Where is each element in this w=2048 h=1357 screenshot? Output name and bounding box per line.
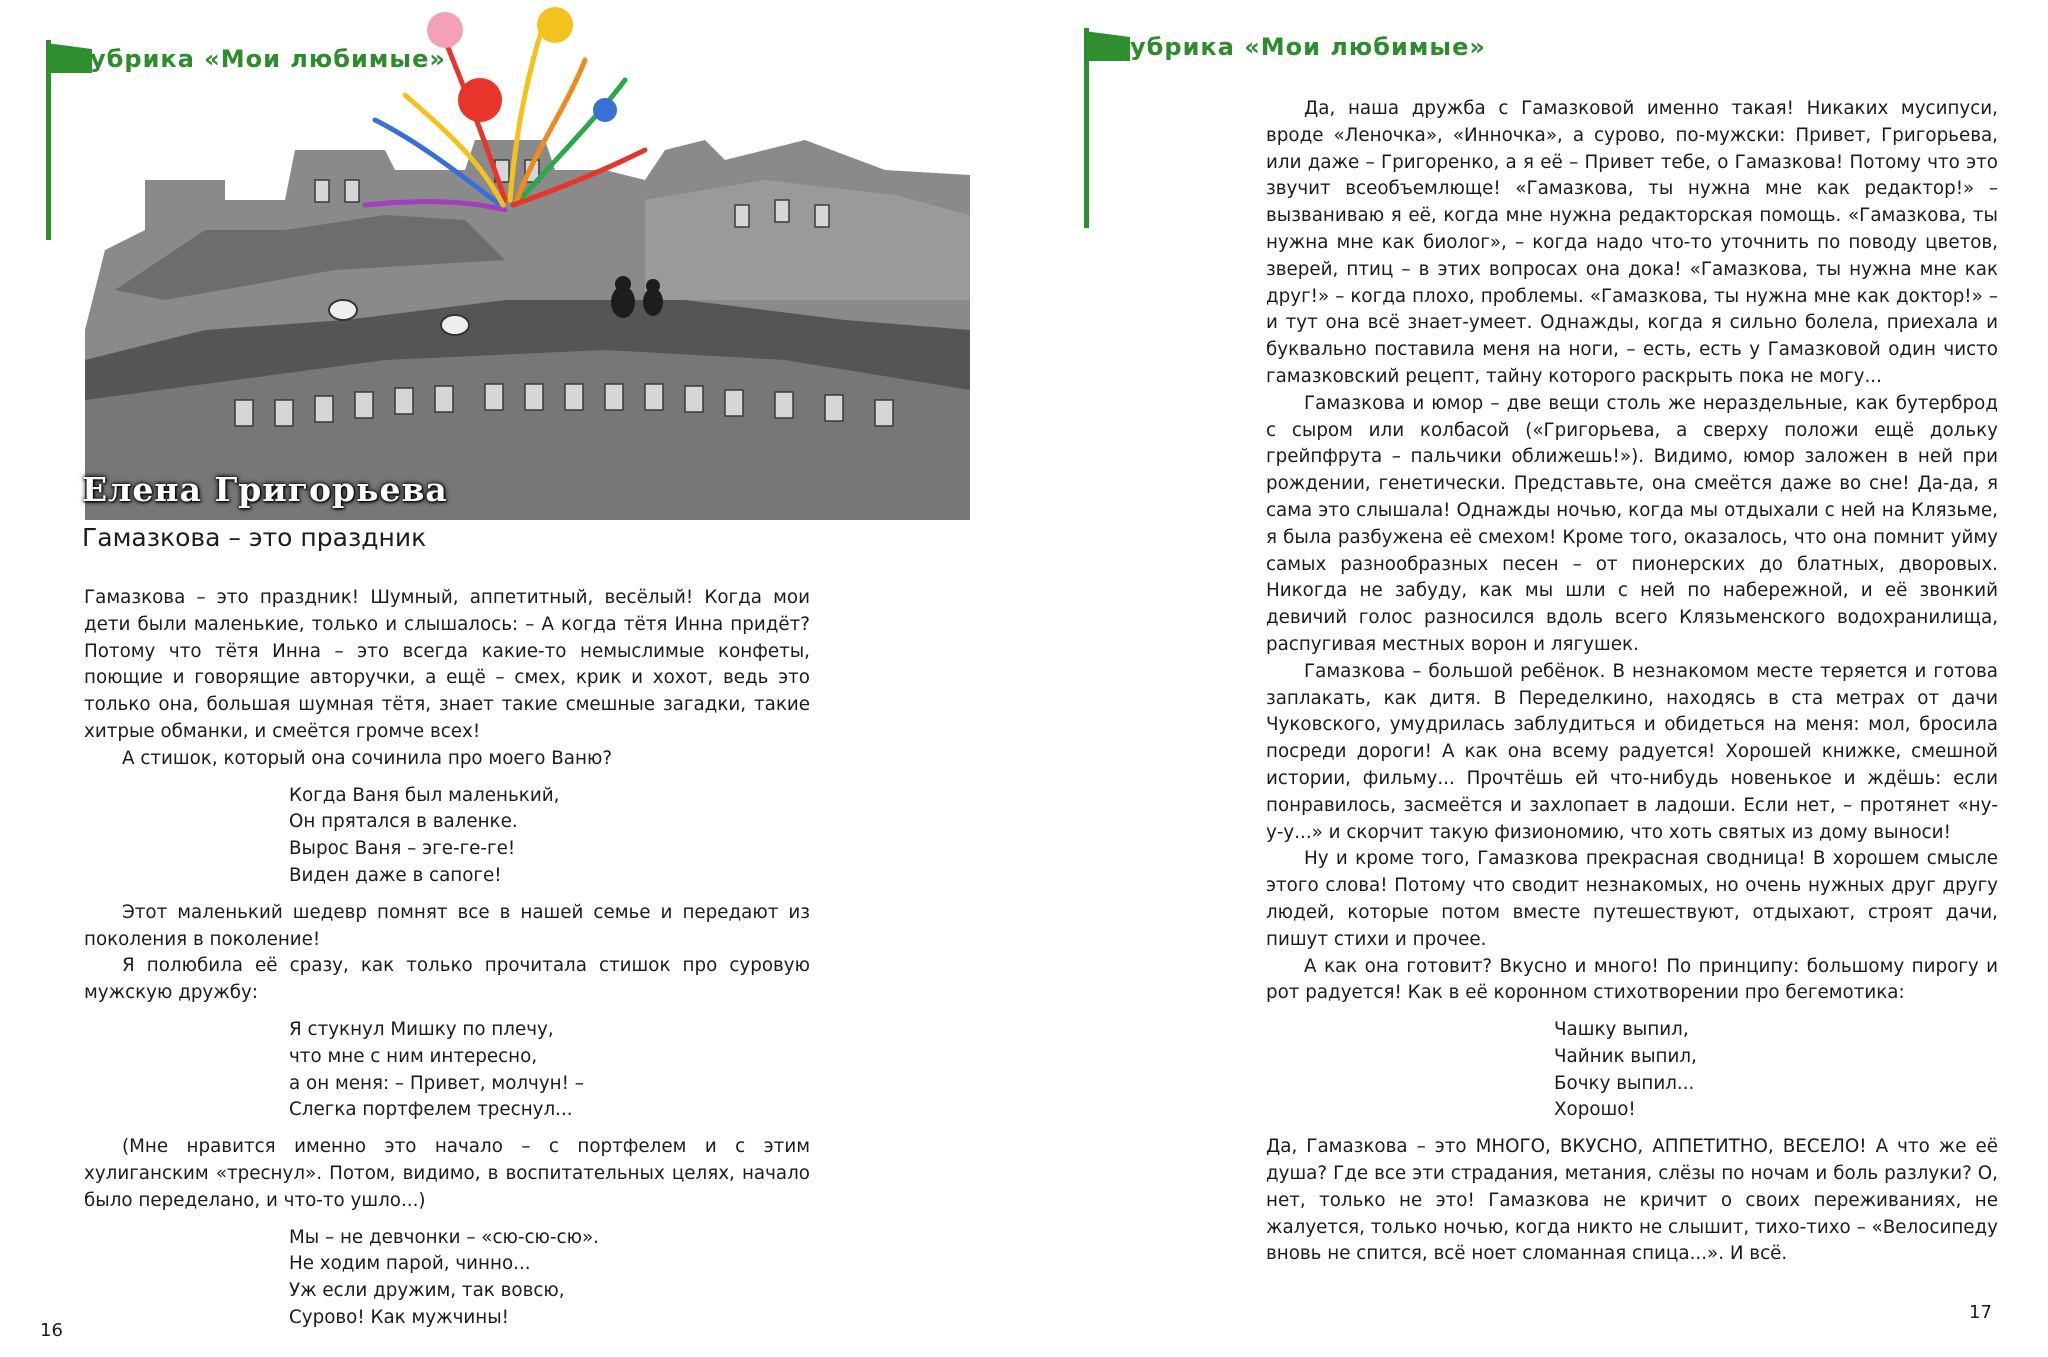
verse-line: что мне с ним интересно, bbox=[289, 1045, 538, 1067]
verse-line: Я стукнул Мишку по плечу, bbox=[289, 1018, 554, 1040]
rubric-title: убрика «Мои любимые» bbox=[90, 45, 446, 73]
verse-line: Уж если дружим, так вовсю, bbox=[289, 1280, 565, 1302]
paragraph: А стишок, который она сочинила про моего Ваню? bbox=[122, 747, 613, 769]
paragraph: А как она готовит? Вкусно и много! По принципу: большому пирогу и рот радуется! Как в её коронном стихотворении про бегемотика: bbox=[1266, 955, 1998, 1004]
page-number: 17 bbox=[1969, 1302, 1992, 1323]
verse-line: Сурово! Как мужчины! bbox=[289, 1306, 509, 1328]
poem-hippo bbox=[1554, 1017, 1998, 1124]
verse-line: а он меня: – Привет, молчун! – bbox=[289, 1072, 584, 1094]
poem-friendship bbox=[289, 1225, 810, 1332]
verse-line: Хорошо! bbox=[1554, 1099, 1636, 1121]
verse-line: Когда Ваня был маленький, bbox=[289, 784, 560, 806]
verse-line: Чашку выпил, bbox=[1554, 1019, 1689, 1041]
right-page bbox=[1024, 0, 2048, 1357]
rooftops-illustration bbox=[85, 0, 970, 520]
poem-mishka bbox=[289, 1017, 810, 1124]
paragraph: Да, наша дружба с Гамазковой именно такая! Никаких мусипуси, вроде «Леночка», «Инночка», а сурово, по-мужски: Привет, Григорьева, или даже – Григоренко, а я её – Привет тебе, о Гамазкова! Потому что это звучит всеобъемлюще! «Гамазкова, ты нужна мне как редактор!» – вызваниваю я её, когда мне нужна редакторская помощь. «Гамазкова, ты нужна мне как биолог», – когда надо что-то уточнить по поводу цветов, зверей, птиц – в этих вопросах она дока! «Гамазкова, ты нужна мне как друг!» – когда плохо, проблемы. «Гамазкова, ты нужна мне как доктор!» – и тут она всё знает-умеет. Однажды, когда я сильно болела, приехала и буквально поставила меня на ноги, – есть, есть у Гамазковой один чисто гамазковский рецепт, тайну которого раскрыть пока не могу... bbox=[1266, 98, 1998, 387]
page-number: 16 bbox=[40, 1320, 63, 1341]
paragraph: Этот маленький шедевр помнят все в нашей семье и передают из поколения в поколение! bbox=[84, 901, 810, 950]
paragraph: Гамазкова – это праздник! Шумный, аппетитный, весёлый! Когда мои дети были маленькие, только и слышалось: – А когда тётя Инна придёт? Потому что тётя Инна – это всегда какие-то немыслимые конфеты, поющие и говорящие авторучки, а ещё – смех, крик и хохот, ведь это только она, большая шумная тётя, знает такие смешные загадки, такие хитрые обманки, и смеётся громче всех! bbox=[84, 587, 810, 742]
verse-line: Бочку выпил... bbox=[1554, 1072, 1695, 1094]
paragraph: (Мне нравится именно это начало – с портфелем и с этим хулиганским «треснул». Потом, видимо, в воспитательных целях, начало было переделано, и что-то ушло...) bbox=[84, 1136, 810, 1211]
poem-vanya bbox=[289, 783, 810, 890]
paragraph: Да, Гамазкова – это МНОГО, ВКУСНО, АППЕТИТНО, ВЕСЕЛО! А что же её душа? Где все эти страдания, метания, слёзы по ночам и боль разлуки? О, нет, только не это! Гамазкова не кричит о своих переживаниях, не жалуется, только ночью, когда никто не слышит, тихо-тихо – «Велосипеду вновь не спится, всё ноет сломанная спица...». И всё. bbox=[1266, 1136, 1998, 1265]
verse-line: Не ходим парой, чинно... bbox=[289, 1253, 531, 1275]
paragraph: Ну и кроме того, Гамазкова прекрасная сводница! В хорошем смысле этого слова! Потому что сводит незнакомых, но очень нужных друг другу людей, которые потом вместе путешествуют, отдыхают, строят дачи, пишут стихи и прочее. bbox=[1266, 848, 1998, 950]
verse-line: Вырос Ваня – эге-ге-ге! bbox=[289, 838, 516, 860]
article-title: Гамазкова – это праздник bbox=[82, 523, 427, 552]
verse-line: Мы – не девчонки – «сю-сю-сю». bbox=[289, 1226, 599, 1248]
right-article-body bbox=[1266, 96, 1998, 1268]
paragraph: Гамазкова – большой ребёнок. В незнакомом месте теряется и готова заплакать, как дитя. В Переделкино, находясь в ста метрах от дачи Чуковского, умудрилась заблудиться и обидеться на меня: мол, бросила посреди дороги! А как она всему радуется! Хорошей книжке, смешной истории, фильму... Прочтёшь ей что-нибудь новенькое и ждёшь: если понравилось, засмеётся и захлопает в ладоши. Если нет, – протянет «ну-у-у...» и скорчит такую физиономию, что хоть святых из дому выноси! bbox=[1266, 660, 1998, 843]
left-article-body bbox=[84, 585, 810, 1342]
verse-line: Чайник выпил, bbox=[1554, 1045, 1697, 1067]
paragraph: Я полюбила её сразу, как только прочитала стишок про суровую мужскую дружбу: bbox=[84, 955, 810, 1004]
paragraph: Гамазкова и юмор – две вещи столь же нераздельные, как бутерброд с сыром или колбасой («Григорьева, а сверху положи ещё дольку грейпфрута – пальчики оближешь!»). Видимо, юмор заложен в ней при рождении, генетически. Представьте, она смеётся даже во сне! Да-да, я сама это слышала! Однажды ночью, когда мы отдыхали с ней на Клязьме, я была разбужена её смехом! Кроме того, оказалось, что она помнит уйму самых разнообразных песен – от пионерских до блатных, дворовых. Никогда не забуду, как мы шли с ней по набережной, и её звонкий девичий голос разносился вдоль всего Клязьменского водохранилища, распугивая местных ворон и лягушек. bbox=[1266, 392, 1998, 655]
author-name: Елена Григорьева bbox=[82, 470, 448, 509]
verse-line: Виден даже в сапоге! bbox=[289, 864, 502, 886]
verse-line: Он прятался в валенке. bbox=[289, 811, 518, 833]
rubric-title: убрика «Мои любимые» bbox=[1130, 33, 1486, 61]
verse-line: Слегка портфелем треснул... bbox=[289, 1099, 573, 1121]
